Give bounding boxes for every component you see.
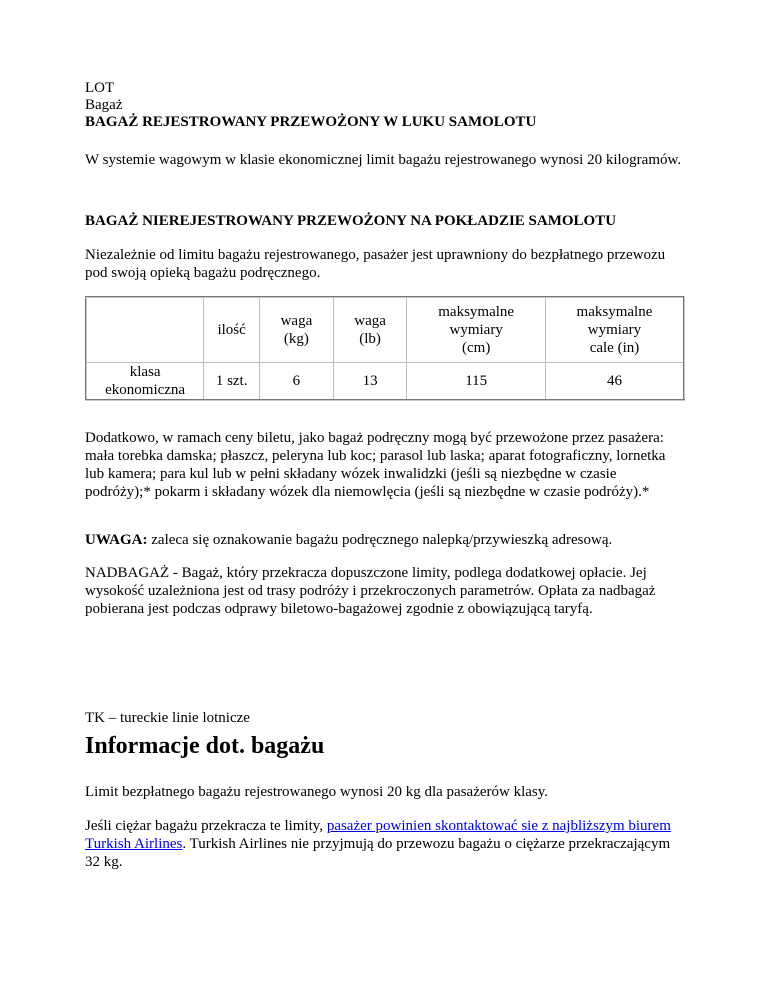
cell-weight-kg: 6 — [260, 362, 334, 400]
cell-dimensions-cm: 115 — [407, 362, 546, 400]
header-dimensions-cm: maksymalne wymiary (cm) — [407, 297, 546, 362]
note-text: zaleca się oznakowanie bagażu podręcznego nalepką/przywieszką adresową. — [147, 532, 613, 548]
header-weight-kg: waga (kg) — [260, 297, 334, 362]
table-header-row — [86, 297, 684, 362]
cell-qty: 1 szt. — [204, 362, 260, 400]
lot-header — [85, 80, 685, 131]
section-name: Bagaż — [85, 97, 123, 113]
cell-weight-lb: 13 — [333, 362, 407, 400]
cell-class: klasa ekonomiczna — [86, 362, 204, 400]
airline-name: LOT — [85, 80, 115, 96]
tk-overweight-text-start: Jeśli ciężar bagażu przekracza te limity, — [85, 818, 327, 834]
tk-overweight-text-end: . Turkish Airlines nie przyjmują do przewozu bagażu o ciężarze przekraczającym 32 kg. — [85, 836, 671, 870]
cell-dimensions-in: 46 — [545, 362, 684, 400]
note-label: UWAGA: — [85, 532, 148, 548]
checked-baggage-title: BAGAŻ REJESTROWANY PRZEWOŻONY W LUKU SAMOLOTU — [85, 114, 537, 130]
header-qty: ilość — [204, 297, 260, 362]
tk-section-title: TK – tureckie linie lotnicze — [85, 710, 250, 726]
table-row — [86, 362, 684, 400]
excess-baggage-paragraph: NADBAGAŻ - Bagaż, który przekracza dopuszczone limity, podlega dodatkowej opłacie. Jej wysokość uzależniona jest od trasy podróży i przekroczonych parametrów. Opłata za nadbagaż pobierana jest podczas odprawy biletowo-bagażowej zgodnie z obowiązującą taryfą. — [85, 565, 656, 617]
cabin-baggage-paragraph: Niezależnie od limitu bagażu rejestrowanego, pasażer jest uprawniony do bezpłatnego przewozu pod swoją opieką bagażu podręcznego. — [85, 247, 666, 281]
contact-office-link[interactable]: pasażer powinien skontaktować sie z najbliższym biurem Turkish Airlines — [85, 818, 671, 852]
header-dimensions-in: maksymalne wymiary cale (in) — [545, 297, 684, 362]
cabin-baggage-title: BAGAŻ NIEREJESTROWANY PRZEWOŻONY NA POKŁADZIE SAMOLOTU — [85, 213, 617, 229]
additional-items-paragraph: Dodatkowo, w ramach ceny biletu, jako bagaż podręczny mogą być przewożone przez pasażera: mała torebka damska; płaszcz, peleryna lub koc; parasol lub laska; aparat fotograficzny, lornetka lub kamera; para kul lub w pełni składany wózek inwalidzki (jeśli są niezbędne w czasie podróży);* pokarm i składany wózek dla niemowlęcia (jeśli są niezbędne w czasie podróży).* — [85, 430, 666, 500]
note-paragraph — [85, 531, 685, 549]
cabin-baggage-table — [85, 296, 685, 401]
checked-baggage-paragraph: W systemie wagowym w klasie ekonomicznej limit bagażu rejestrowanego wynosi 20 kilogramów. — [85, 152, 682, 168]
tk-baggage-heading: Informacje dot. bagażu — [85, 733, 325, 759]
table-empty-corner — [86, 297, 204, 362]
tk-overweight-paragraph — [85, 817, 685, 871]
tk-limit-paragraph: Limit bezpłatnego bagażu rejestrowanego wynosi 20 kg dla pasażerów klasy. — [85, 784, 549, 800]
header-weight-lb: waga (lb) — [333, 297, 407, 362]
